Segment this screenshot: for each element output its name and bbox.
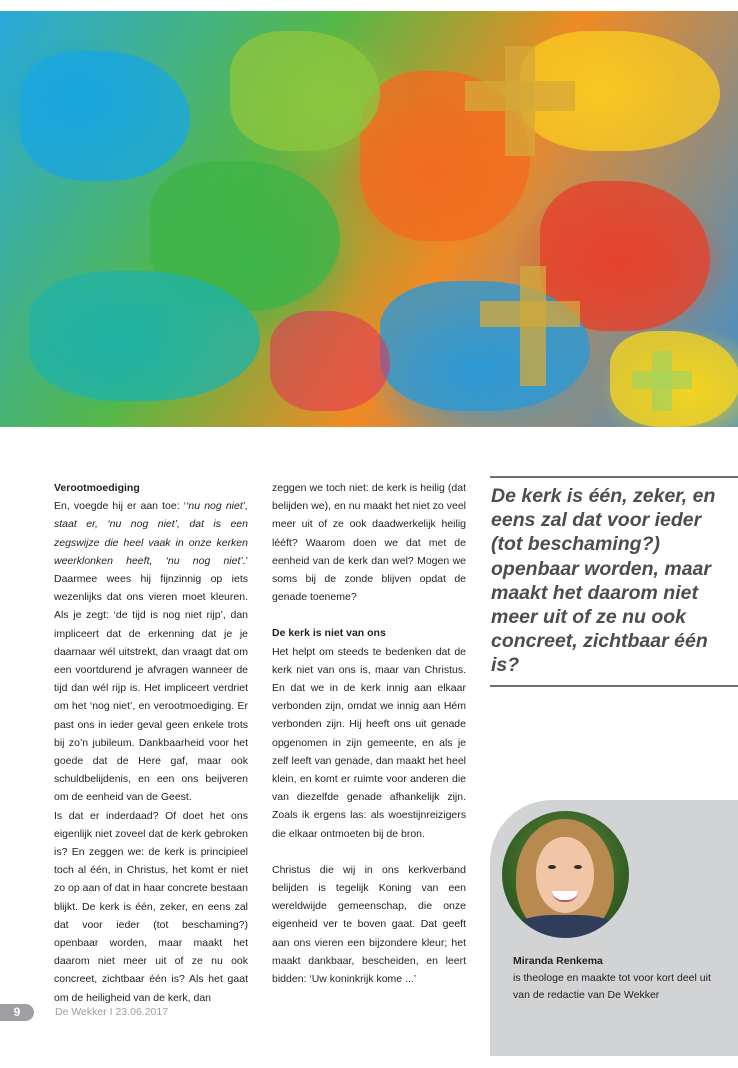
footer-separator: I xyxy=(109,1006,113,1018)
paragraph: Is dat er inderdaad? Of doet het ons eigenlijk niet zoveel dat de kerk gebroken is? En zeggen we: de kerk is principieel toch al één, in Christus, het komt er niet zo op aan of dat in haar concrete bestaan blijkt. De kerk is één, zeker, en eens zal dat voor ieder (tot beschaming?) openbaar worden, maar maakt het daarom niet meer uit of ze nu ook concreet, zichtbaar één is? Als het gaat om de heiligheid van de kerk, dan xyxy=(54,809,248,1004)
quote-top-rule xyxy=(490,476,738,478)
article-column-1 xyxy=(54,479,248,1007)
issue-date: 23.06.2017 xyxy=(115,1006,169,1018)
page-number: 9 xyxy=(0,1004,34,1021)
footer-info xyxy=(55,1005,168,1020)
author-bio: is theologe en maakte tot voor kort deel uit van de redactie van De Wekker xyxy=(513,972,711,1002)
article-column-2 xyxy=(272,479,466,988)
author-photo xyxy=(502,811,629,938)
paragraph: zeggen we toch niet: de kerk is heilig (dat belijden we), en nu maakt het niet zo veel meer uit of ze ook daadwerkelijk heilig lééft? Waarom doen we dat met de eenheid van de kerk dan wel? Mogen we soms bij de zonde blijven opdat de genade toeneme? xyxy=(272,482,466,604)
paragraph: Christus die wij in ons kerkverband belijden is tegelijk Koning van een wereldwijde gemeenschap, die onze eigenheid ver te boven gaat. Dat geeft aan ons vieren een bijzondere kleur; het maakt dankbaar, bescheiden, en leert bidden: ‘Uw koninkrijk kome ...’ xyxy=(272,863,466,986)
quote-bottom-rule xyxy=(490,685,738,687)
section-heading: De kerk is niet van ons xyxy=(272,627,386,640)
author-name: Miranda Renkema xyxy=(513,955,603,967)
quoted-phrase: ‘nu nog niet’, staat er, ‘nu nog niet’, dat is een zegswijze die heel vaak in onze kerken weerklonken heeft, ‘nu nog niet’. xyxy=(54,500,249,567)
paragraph: Het helpt om steeds te bedenken dat de kerk niet van ons is, maar van Christus. En dat we in de kerk innig aan elkaar verbonden zijn, omdat we innig aan Hém verbonden zijn. Hij heeft ons uit genade opgenomen in zijn gemeente, en als je zelf leeft van genade, dan maakt het heel klein, en komt er ruimte voor anderen die van diezelfde genade afhankelijk zijn. Zoals ik ergens las: als woestijnreizigers die elkaar ontmoeten bij de bron. xyxy=(272,645,466,840)
paragraph: En, voegde hij er aan toe: ‘‘nu nog niet’, staat er, ‘nu nog niet’, dat is een zegswijze die heel vaak in onze kerken weerklonken heeft, ‘nu nog niet’.’ Daarmee wees hij fijnzinnig op iets wezenlijks dat ons vieren moet kleuren. Als je zegt: ‘de tijd is nog niet rijp’, dan impliceert dat de erkenning dat je je daarnaar wél uitstrekt, dan vraagt dat om een voortdurend je afvragen wanneer de tijd dan wél rijp is. Het impliceert verdriet om het ‘nog niet’, en verootmoediging. Er past ons in ieder geval geen enkele trots bij zo’n jubileum. Dankbaarheid voor het goede dat de Here gaf, maar ook schuldbelijdenis, en een ons beijveren om de eenheid van de Geest. xyxy=(54,500,249,804)
pull-quote: De kerk is één, zeker, en eens zal dat voor ieder (tot beschaming?) openbaar worden, maar maakt het daarom niet meer uit of ze nu ook concreet, zichtbaar één is? xyxy=(491,485,716,677)
section-heading: Verootmoediging xyxy=(54,482,140,494)
publication-name: De Wekker xyxy=(55,1006,107,1018)
hero-abstract-painting xyxy=(0,11,738,427)
